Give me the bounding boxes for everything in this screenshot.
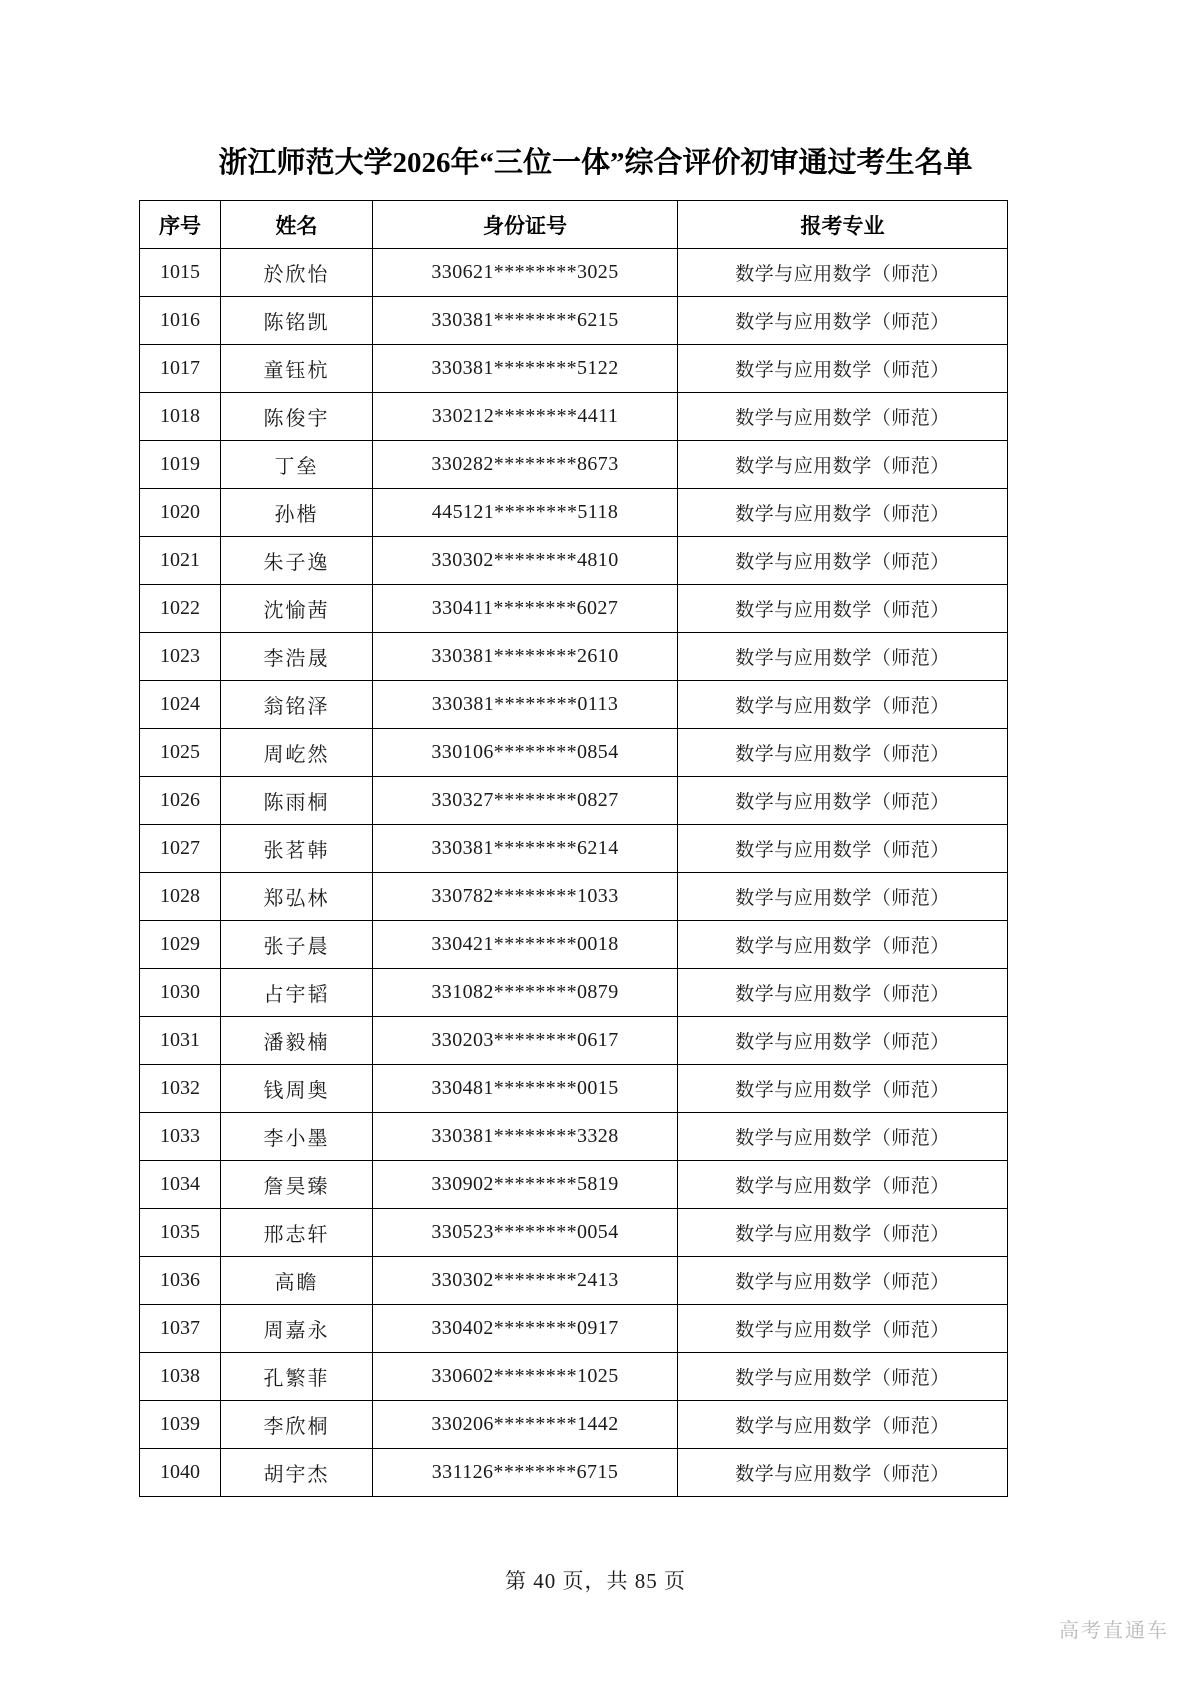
cell-seq: 1030 <box>140 969 221 1017</box>
column-header-major: 报考专业 <box>678 201 1008 249</box>
cell-seq: 1019 <box>140 441 221 489</box>
cell-name: 陈铭凯 <box>221 297 373 345</box>
table-header <box>140 201 1008 249</box>
cell-name: 童钰杭 <box>221 345 373 393</box>
cell-major: 数学与应用数学（师范） <box>678 537 1008 585</box>
cell-name: 钱周奥 <box>221 1065 373 1113</box>
table-row <box>140 921 1008 969</box>
cell-id: 330381********6214 <box>373 825 678 873</box>
cell-major: 数学与应用数学（师范） <box>678 345 1008 393</box>
cell-seq: 1015 <box>140 249 221 297</box>
cell-name: 邢志轩 <box>221 1209 373 1257</box>
table-row <box>140 249 1008 297</box>
cell-seq: 1025 <box>140 729 221 777</box>
cell-major: 数学与应用数学（师范） <box>678 297 1008 345</box>
cell-id: 330621********3025 <box>373 249 678 297</box>
table-row <box>140 681 1008 729</box>
cell-id: 330327********0827 <box>373 777 678 825</box>
cell-id: 330902********5819 <box>373 1161 678 1209</box>
cell-name: 翁铭泽 <box>221 681 373 729</box>
cell-seq: 1040 <box>140 1449 221 1497</box>
watermark-label: 高考直通车 <box>1059 1620 1169 1642</box>
cell-name: 孔繁菲 <box>221 1353 373 1401</box>
table-row <box>140 441 1008 489</box>
cell-name: 朱子逸 <box>221 537 373 585</box>
cell-id: 330782********1033 <box>373 873 678 921</box>
table-row <box>140 1113 1008 1161</box>
cell-name: 陈俊宇 <box>221 393 373 441</box>
cell-major: 数学与应用数学（师范） <box>678 681 1008 729</box>
cell-name: 郑弘林 <box>221 873 373 921</box>
cell-major: 数学与应用数学（师范） <box>678 729 1008 777</box>
table-row <box>140 345 1008 393</box>
table-row <box>140 777 1008 825</box>
column-header-seq: 序号 <box>140 201 221 249</box>
cell-id: 330212********4411 <box>373 393 678 441</box>
cell-major: 数学与应用数学（师范） <box>678 1161 1008 1209</box>
table-row <box>140 825 1008 873</box>
cell-id: 330106********0854 <box>373 729 678 777</box>
cell-name: 周嘉永 <box>221 1305 373 1353</box>
cell-seq: 1016 <box>140 297 221 345</box>
page-number-footer: 第 40 页，共 85 页 <box>505 1569 686 1593</box>
cell-id: 330602********1025 <box>373 1353 678 1401</box>
cell-seq: 1017 <box>140 345 221 393</box>
cell-id: 330381********5122 <box>373 345 678 393</box>
cell-id: 330381********2610 <box>373 633 678 681</box>
table-row <box>140 1353 1008 1401</box>
cell-seq: 1026 <box>140 777 221 825</box>
cell-major: 数学与应用数学（师范） <box>678 921 1008 969</box>
table-row <box>140 489 1008 537</box>
cell-seq: 1027 <box>140 825 221 873</box>
cell-name: 李欣桐 <box>221 1401 373 1449</box>
cell-seq: 1039 <box>140 1401 221 1449</box>
cell-major: 数学与应用数学（师范） <box>678 441 1008 489</box>
table-row <box>140 1401 1008 1449</box>
cell-major: 数学与应用数学（师范） <box>678 1401 1008 1449</box>
cell-seq: 1036 <box>140 1257 221 1305</box>
cell-major: 数学与应用数学（师范） <box>678 1209 1008 1257</box>
cell-major: 数学与应用数学（师范） <box>678 249 1008 297</box>
table-body <box>140 249 1008 1497</box>
cell-id: 330203********0617 <box>373 1017 678 1065</box>
table-row <box>140 1017 1008 1065</box>
cell-id: 330302********4810 <box>373 537 678 585</box>
cell-id: 445121********5118 <box>373 489 678 537</box>
cell-seq: 1032 <box>140 1065 221 1113</box>
cell-name: 詹昊臻 <box>221 1161 373 1209</box>
table-row <box>140 1209 1008 1257</box>
cell-major: 数学与应用数学（师范） <box>678 1257 1008 1305</box>
cell-name: 陈雨桐 <box>221 777 373 825</box>
roster-table-container <box>139 200 1007 1497</box>
cell-major: 数学与应用数学（师范） <box>678 393 1008 441</box>
cell-name: 张茗韩 <box>221 825 373 873</box>
table-row <box>140 633 1008 681</box>
cell-major: 数学与应用数学（师范） <box>678 633 1008 681</box>
cell-seq: 1035 <box>140 1209 221 1257</box>
table-row <box>140 393 1008 441</box>
cell-seq: 1022 <box>140 585 221 633</box>
cell-name: 於欣怡 <box>221 249 373 297</box>
table-row <box>140 729 1008 777</box>
cell-major: 数学与应用数学（师范） <box>678 873 1008 921</box>
table-row <box>140 297 1008 345</box>
cell-id: 330421********0018 <box>373 921 678 969</box>
cell-id: 330402********0917 <box>373 1305 678 1353</box>
cell-major: 数学与应用数学（师范） <box>678 585 1008 633</box>
cell-seq: 1028 <box>140 873 221 921</box>
cell-name: 占宇韬 <box>221 969 373 1017</box>
cell-major: 数学与应用数学（师范） <box>678 1353 1008 1401</box>
roster-table <box>139 200 1008 1497</box>
cell-id: 331082********0879 <box>373 969 678 1017</box>
cell-major: 数学与应用数学（师范） <box>678 1017 1008 1065</box>
cell-seq: 1023 <box>140 633 221 681</box>
cell-seq: 1024 <box>140 681 221 729</box>
cell-major: 数学与应用数学（师范） <box>678 825 1008 873</box>
cell-id: 330523********0054 <box>373 1209 678 1257</box>
cell-major: 数学与应用数学（师范） <box>678 777 1008 825</box>
page-title: 浙江师范大学2026年“三位一体”综合评价初审通过考生名单 <box>218 147 973 179</box>
column-header-id: 身份证号 <box>373 201 678 249</box>
cell-major: 数学与应用数学（师范） <box>678 1065 1008 1113</box>
table-row <box>140 1161 1008 1209</box>
cell-major: 数学与应用数学（师范） <box>678 969 1008 1017</box>
cell-id: 330381********6215 <box>373 297 678 345</box>
cell-id: 330206********1442 <box>373 1401 678 1449</box>
cell-major: 数学与应用数学（师范） <box>678 1113 1008 1161</box>
cell-seq: 1018 <box>140 393 221 441</box>
cell-id: 330381********3328 <box>373 1113 678 1161</box>
cell-major: 数学与应用数学（师范） <box>678 1449 1008 1497</box>
cell-id: 330481********0015 <box>373 1065 678 1113</box>
cell-seq: 1038 <box>140 1353 221 1401</box>
table-row <box>140 873 1008 921</box>
cell-name: 张子晨 <box>221 921 373 969</box>
table-row <box>140 1257 1008 1305</box>
cell-name: 沈愉茜 <box>221 585 373 633</box>
cell-major: 数学与应用数学（师范） <box>678 489 1008 537</box>
cell-id: 330282********8673 <box>373 441 678 489</box>
table-row <box>140 1065 1008 1113</box>
table-row <box>140 585 1008 633</box>
cell-seq: 1031 <box>140 1017 221 1065</box>
cell-id: 330411********6027 <box>373 585 678 633</box>
cell-seq: 1020 <box>140 489 221 537</box>
cell-name: 周屹然 <box>221 729 373 777</box>
cell-id: 330381********0113 <box>373 681 678 729</box>
cell-id: 330302********2413 <box>373 1257 678 1305</box>
cell-name: 李浩晟 <box>221 633 373 681</box>
cell-name: 李小墨 <box>221 1113 373 1161</box>
table-row <box>140 1449 1008 1497</box>
table-row <box>140 1305 1008 1353</box>
table-row <box>140 969 1008 1017</box>
column-header-name: 姓名 <box>221 201 373 249</box>
cell-major: 数学与应用数学（师范） <box>678 1305 1008 1353</box>
cell-seq: 1034 <box>140 1161 221 1209</box>
cell-seq: 1021 <box>140 537 221 585</box>
cell-name: 高瞻 <box>221 1257 373 1305</box>
cell-name: 丁垒 <box>221 441 373 489</box>
cell-seq: 1037 <box>140 1305 221 1353</box>
cell-seq: 1029 <box>140 921 221 969</box>
table-header-row <box>140 201 1008 249</box>
cell-id: 331126********6715 <box>373 1449 678 1497</box>
table-row <box>140 537 1008 585</box>
cell-seq: 1033 <box>140 1113 221 1161</box>
cell-name: 孙楷 <box>221 489 373 537</box>
cell-name: 潘毅楠 <box>221 1017 373 1065</box>
cell-name: 胡宇杰 <box>221 1449 373 1497</box>
